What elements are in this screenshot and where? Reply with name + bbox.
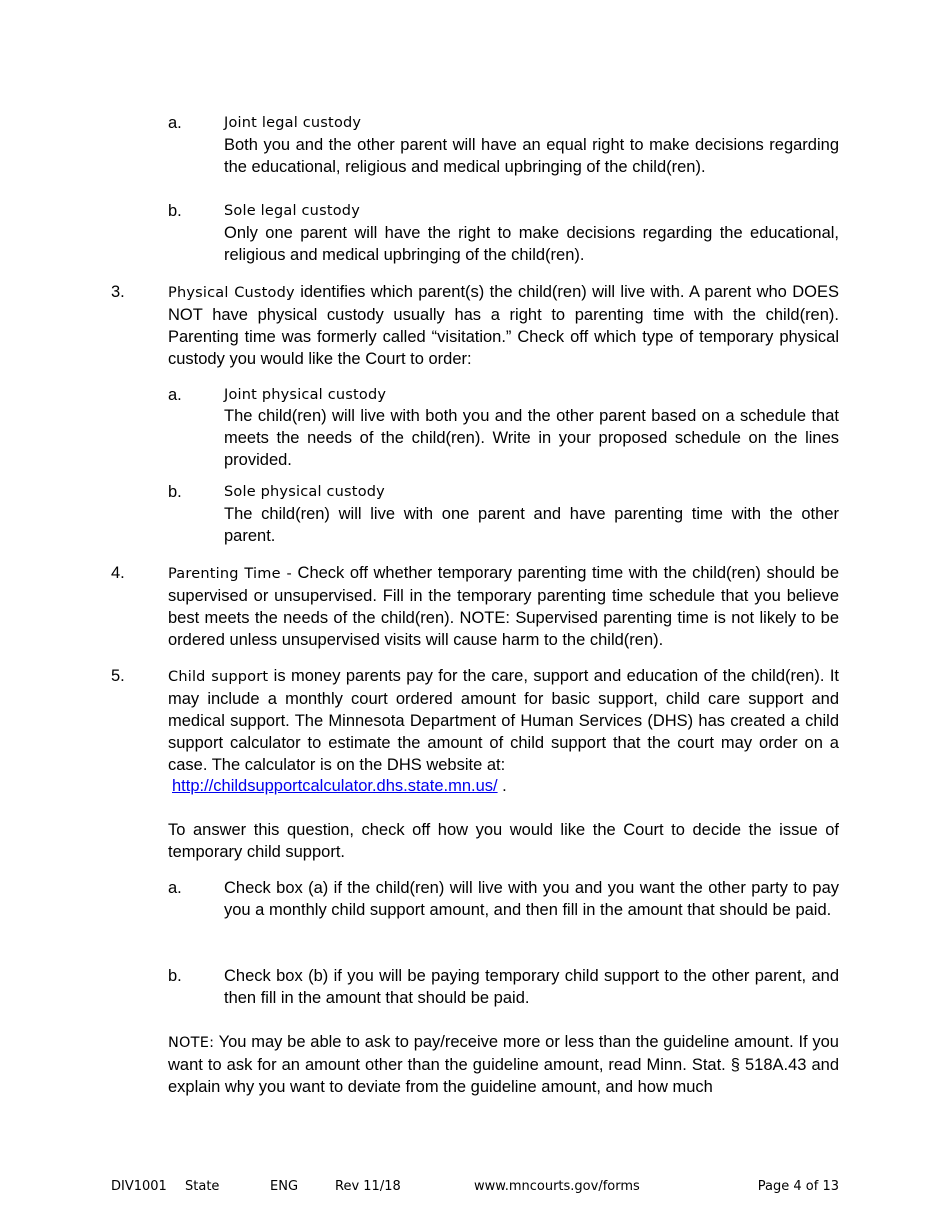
list-marker: b. <box>168 202 182 220</box>
section-number: 4. <box>111 564 125 582</box>
section-number: 3. <box>111 283 125 301</box>
footer-page-number: Page 4 of 13 <box>757 1179 839 1194</box>
child-support-instruction: To answer this question, check off how you would like the Court to decide the issue of temporary child support. <box>168 821 839 861</box>
physical-custody-paragraph <box>168 281 839 370</box>
footer-jurisdiction: State <box>185 1179 220 1194</box>
list-marker: b. <box>168 483 182 501</box>
footer-website: www.mncourts.gov/forms <box>474 1179 640 1194</box>
footer-language: ENG <box>270 1179 299 1194</box>
item-body: Check box (b) if you will be paying temporary child support to the other parent, and then fill in the amount that should be paid. <box>224 967 839 1007</box>
section-heading: Parenting Time - <box>168 566 292 582</box>
section-text: identifies which parent(s) the child(ren) will live with. A parent who DOES NOT have physical custody usually has a right to parenting time with the child(ren). Parenting time was formerly called “visitation.” Check off which type of temporary physical custody you would like the Court to order: <box>168 283 839 368</box>
section-number: 5. <box>111 667 125 685</box>
child-support-paragraph <box>168 665 839 776</box>
item-body: Check box (a) if the child(ren) will live with you and you want the other party to pay you a monthly child support amount, and then fill in the amount that should be paid. <box>224 879 839 919</box>
list-marker: a. <box>168 386 182 404</box>
item-heading: Joint legal custody <box>224 115 362 131</box>
note-text: You may be able to ask to pay/receive more or less than the guideline amount. If you want to ask for an amount other than the guideline amount, read Minn. Stat. § 518A.43 and explain why you want to deviate from the guideline amount, and how much <box>168 1033 839 1096</box>
link-suffix: . <box>497 777 507 795</box>
list-marker: a. <box>168 114 182 132</box>
guideline-note <box>168 1031 839 1098</box>
list-marker: a. <box>168 879 182 897</box>
dhs-calculator-link[interactable]: http://childsupportcalculator.dhs.state.mn.us/ <box>172 777 498 795</box>
section-text: is money parents pay for the care, support and education of the child(ren). It may include a monthly court ordered amount for basic support, child care support and medical support. The Minnesota Department of Human Services (DHS) has created a child support calculator to estimate the amount of child support that the court may order on a case. The calculator is on the DHS website at: <box>168 667 839 774</box>
item-body: Only one parent will have the right to make decisions regarding the educational, religious and medical upbringing of the child(ren). <box>224 224 839 264</box>
item-body: The child(ren) will live with both you and the other parent based on a schedule that meets the needs of the child(ren). Write in your proposed schedule on the lines provided. <box>224 407 839 469</box>
section-heading: Physical Custody <box>168 285 295 301</box>
parenting-time-paragraph <box>168 562 839 651</box>
calculator-link-line <box>172 775 507 797</box>
section-heading: Child support <box>168 669 269 685</box>
item-heading: Sole physical custody <box>224 484 385 500</box>
list-marker: b. <box>168 967 182 985</box>
item-heading: Sole legal custody <box>224 203 360 219</box>
item-body: The child(ren) will live with one parent and have parenting time with the other parent. <box>224 505 839 545</box>
section-text: Check off whether temporary parenting time with the child(ren) should be supervised or unsupervised. Fill in the temporary parenting time schedule that you believe best meets the needs of the child(ren). NOTE: Supervised parenting time is not likely to be ordered unless unsupervised visits will cause harm to the child(ren). <box>168 564 839 649</box>
footer-form-id: DIV1001 <box>111 1179 167 1194</box>
item-heading: Joint physical custody <box>224 387 387 403</box>
item-body: Both you and the other parent will have an equal right to make decisions regarding the educational, religious and medical upbringing of the child(ren). <box>224 136 839 176</box>
note-label: NOTE: <box>168 1035 215 1051</box>
footer-revision: Rev 11/18 <box>335 1179 401 1194</box>
